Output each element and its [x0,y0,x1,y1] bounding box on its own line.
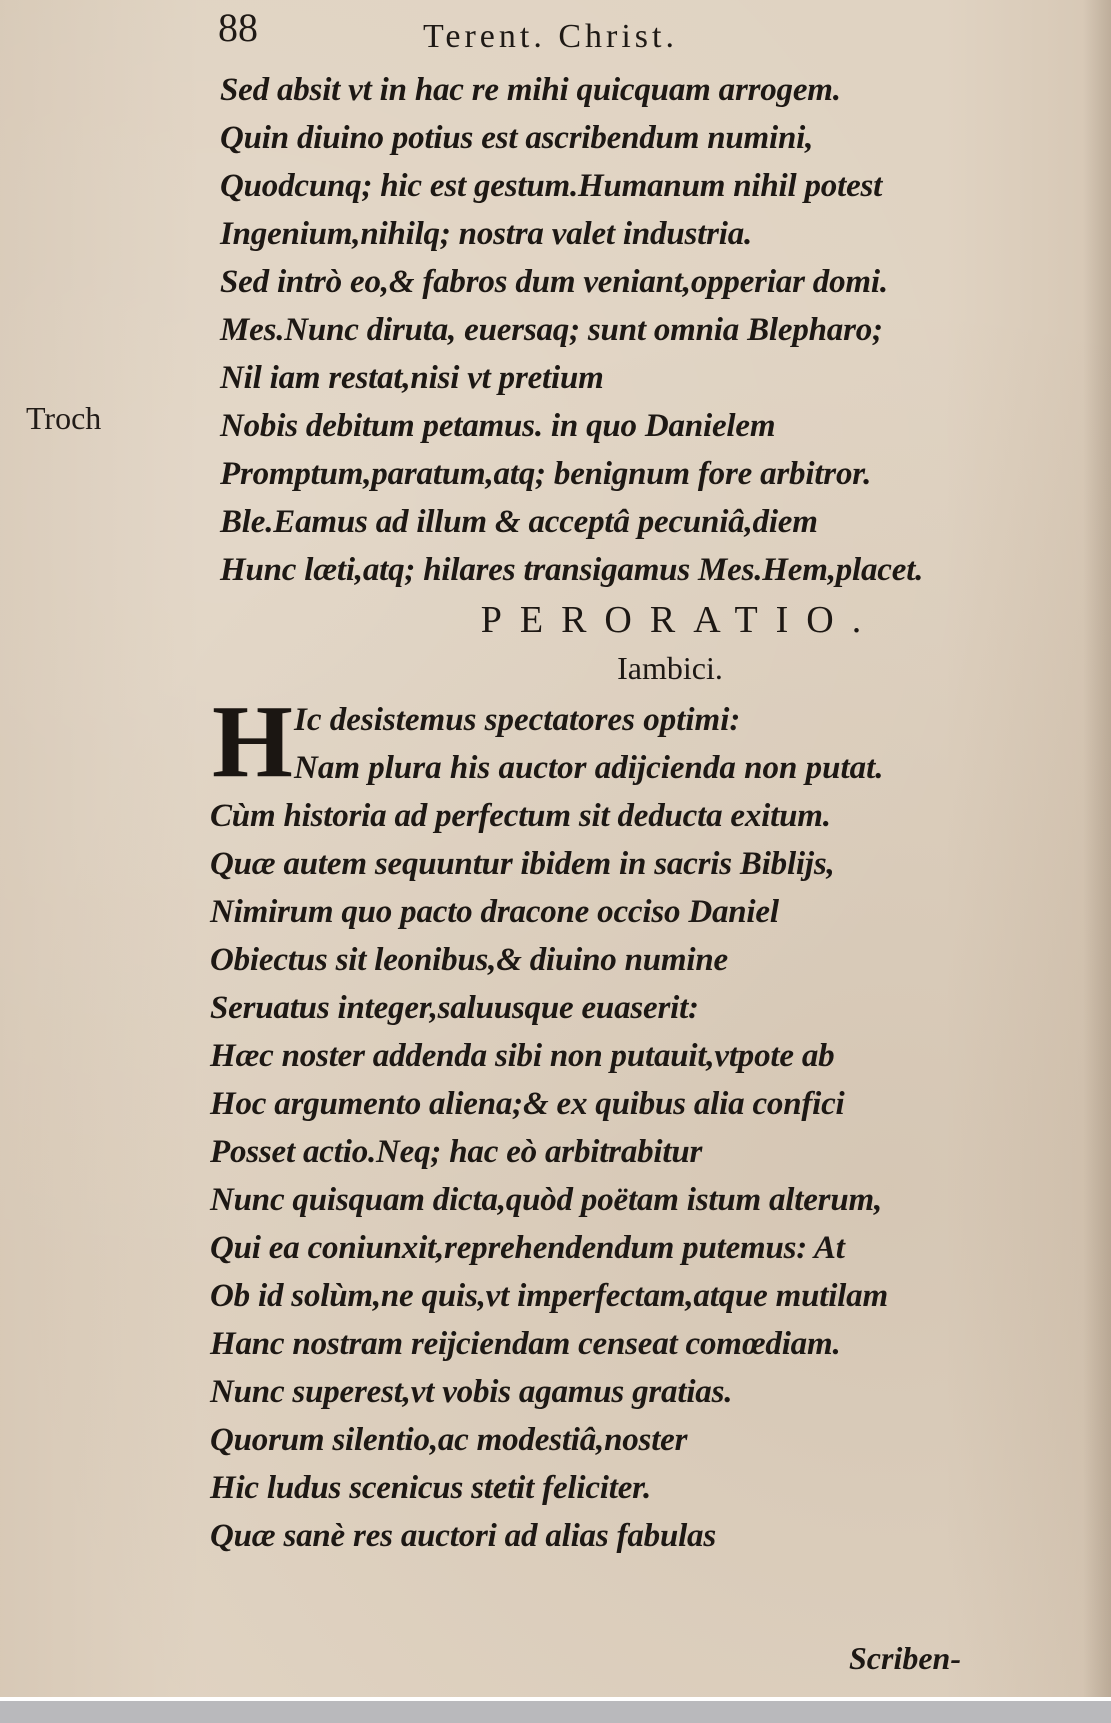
verse-line: Quorum silentio,ac modestiâ,noster [210,1422,688,1458]
margin-note: Troch [26,400,102,436]
verse-line: Quin diuino potius est ascribendum numini, [220,120,814,156]
verse-line: Nunc quisquam dicta,quòd poëtam istum alterum, [210,1182,882,1218]
peroratio-lines [210,684,1060,1560]
verse-line: Ingenium,nihilq; nostra valet industria. [220,216,753,252]
verse-line: Sed intrò eo,& fabros dum veniant,opperiar domi. [220,264,888,300]
section-subheading: Iambici. [617,650,723,686]
verse-line: Hunc læti,atq; hilares transigamus Mes.Hem,placet. [220,552,924,588]
verse-line: Seruatus integer,saluusque euaserit: [210,990,699,1026]
text-block [210,66,1070,1560]
page-header [218,5,868,58]
dialogue-lines [220,66,1070,594]
running-head: Terent. Christ. [423,18,678,55]
catchword: Scriben- [849,1640,961,1676]
viewer-bottom-bar [0,1697,1111,1723]
verse-line: Posset actio.Neq; hac eò arbitrabitur [210,1134,703,1170]
verse-line: Quæ sanè res auctori ad alias fabulas [210,1518,717,1554]
verse-line: Mes.Nunc diruta, euersaq; sunt omnia Blepharo; [220,312,883,348]
verse-line: Nunc superest,vt vobis agamus gratias. [210,1374,733,1410]
verse-line: Ic desistemus spectatores optimi: [294,702,741,738]
page-edge-shadow [1083,0,1111,1697]
drop-cap-letter: H [212,684,293,799]
section-heading: PERORATIO. [480,599,880,641]
dropcap-row [210,684,1060,799]
verse-line: Hoc argumento aliena;& ex quibus alia confici [210,1086,845,1122]
verse-line: Hæc noster addenda sibi non putauit,vtpote ab [210,1038,835,1074]
verse-line: Nil iam restat,nisi vt pretium [220,360,604,396]
verse-line: Ob id solùm,ne quis,vt imperfectam,atque mutilam [210,1278,888,1314]
verse-line: Quæ autem sequuntur ibidem in sacris Biblijs, [210,846,835,882]
verse-line: Ble.Eamus ad illum & acceptâ pecuniâ,diem [220,504,818,540]
verse-line: Hanc nostram reijciendam censeat comœdiam. [210,1326,841,1362]
verse-line: Sed absit vt in hac re mihi quicquam arrogem. [220,72,841,108]
verse-line: Nam plura his auctor adijcienda non putat. [294,750,884,786]
verse-line: Nimirum quo pacto dracone occiso Daniel [210,894,779,930]
verse-line: Nobis debitum petamus. in quo Danielem [220,408,776,444]
verse-line: Qui ea coniunxit,reprehendendum putemus: At [210,1230,845,1266]
verse-line: Hic ludus scenicus stetit feliciter. [210,1470,652,1506]
verse-line: Cùm historia ad perfectum sit deducta exitum. [210,798,831,834]
page-number: 88 [218,5,258,50]
verse-line: Quodcunq; hic est gestum.Humanum nihil potest [220,168,883,204]
verse-line: Obiectus sit leonibus,& diuino numine [210,942,728,978]
verse-line: Promptum,paratum,atq; benignum fore arbitror. [220,456,872,492]
